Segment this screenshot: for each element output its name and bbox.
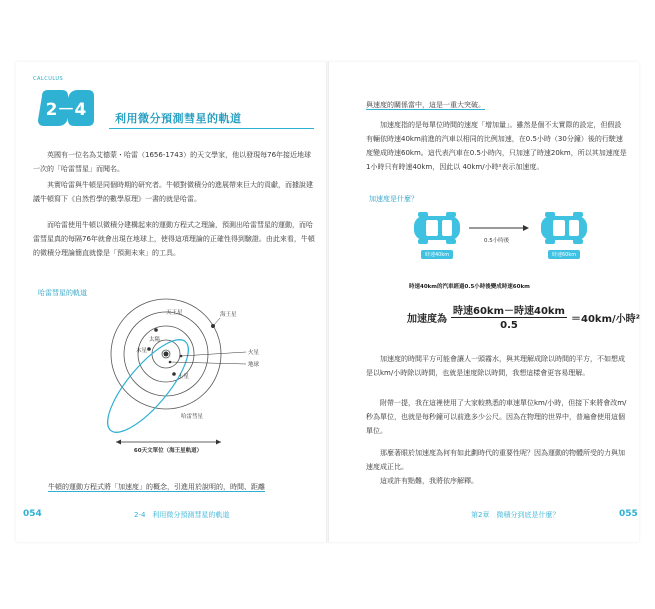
formula-result: ＝40km/小時² [571,314,641,325]
right-top-line [366,98,626,112]
right-paragraph-3: 附帶一提，我在這裡使用了大家較熟悉的車速單位km/小時，但接下來將會改m/秒為單位，也就是每秒鐘可以前進多少公尺。因為在物理的世界中，普遍會使用這個單位。 [366,399,627,435]
formula-prefix: 加速度為 [407,314,447,325]
planet-label-jupiter: 木星 [136,348,148,354]
car-right-speed: 時速60km [548,250,580,259]
right-page [329,62,639,542]
left-page-number: 054 [23,509,42,519]
car-left-icon [412,210,462,246]
arrow-icon [469,223,529,233]
formula-denominator: 0.5 [500,320,518,331]
arrow-label: 0.5小時後 [484,238,510,244]
accel-formula [407,302,641,334]
planet-label-saturn: 土星 [178,374,190,380]
right-footer: 第2章 微積分到底是什麼？ [471,511,560,519]
right-paragraph-1: 加速度指的是每單位時間的速度「增加量」。雖然是個不太實際的設定，但假設有輛依時速40km前進的汽車以相同的比例加速，在0.5小時（30分鐘）後的行駛速度變成時速60km。這代表汽車在0.5小時內，只加速了時速20km，所以其加速度是1小時只有時速40km，因此以 40km/小時²表示加速度。 [366,121,627,171]
accel-caption: 時速40km的汽車經過0.5小時後變成時速60km [409,284,530,290]
left-paragraph-3: 而哈雷使用牛頓以微積分建構起來的運動方程式之理論，預測出哈雷彗星的運動，而哈雷彗星真的每隔76年就會出現在地球上，使得這項理論的正確性得到驗證。由此來看，牛頓的微積分理論簡直就像是「預測未來」的工具。 [33,221,315,257]
planet-label-neptune: 海王星 [220,312,237,318]
right-paragraph-5: 這或許有點難，我將依序解釋。 [380,477,478,485]
scale-label: 60天文單位（海王星軌道） [133,448,203,454]
book-spread [16,62,639,542]
figure-label: 哈雷彗星的軌道 [38,289,87,297]
right-top-line-text: 與速度的關係當中，這是一重大突破。 [366,101,485,109]
formula-fraction-bar [451,317,567,318]
formula-numerator: 時速60km－時速40km [453,306,565,317]
planet-label-sun: 太陽 [149,337,161,343]
section-number-badge [36,88,96,128]
right-paragraph-4: 那麼著眼於加速度為何有如此劃時代的重要性呢？因為運動的物體所受的力與加速度成正比。 [366,449,625,471]
chapter-title: 利用微分預測彗星的軌道 [115,112,242,125]
planet-label-mars: 火星 [248,350,260,356]
left-page [16,62,326,542]
left-bottom-line-text: 牛頓的運動方程式將「加速度」的概念，引進用於說明的，時間、距離 [48,483,265,491]
comet-label: 哈雷彗星 [181,414,204,420]
right-page-number: 055 [619,509,638,519]
accel-label: 加速度是什麼？ [369,195,418,203]
comet-orbit-diagram [86,294,286,454]
left-bottom-line [48,480,318,494]
car-left-speed: 時速40km [421,250,453,259]
section-number: 2－4 [45,100,87,120]
series-tag: CALCULUS [33,76,64,82]
left-footer: 2-4 利用微分預測彗星的軌道 [134,511,230,519]
title-underline [109,128,314,129]
planet-label-earth: 地球 [248,362,260,368]
planet-label-uranus: 天王星 [166,310,183,316]
left-paragraph-1: 英國有一位名為艾德蒙・哈雷（1656-1743）的天文學家，他以發現每76年接近地球一次的「哈雷彗星」而聞名。 [33,151,312,173]
left-paragraph-2: 其實哈雷與牛頓是同個時期的研究者。牛頓對微積分的進展帶來巨大的貢獻，而據說建議牛頓寫下《自然哲學的數學原理》一書的就是哈雷。 [33,181,313,203]
right-paragraph-2: 加速度的時間平方可能會讓人一頭霧水，與其理解成除以時間的平方，不如想成是以km/小時除以時間，也就是速度除以時間，我想這樣會更容易理解。 [366,355,625,377]
car-right-icon [539,210,589,246]
